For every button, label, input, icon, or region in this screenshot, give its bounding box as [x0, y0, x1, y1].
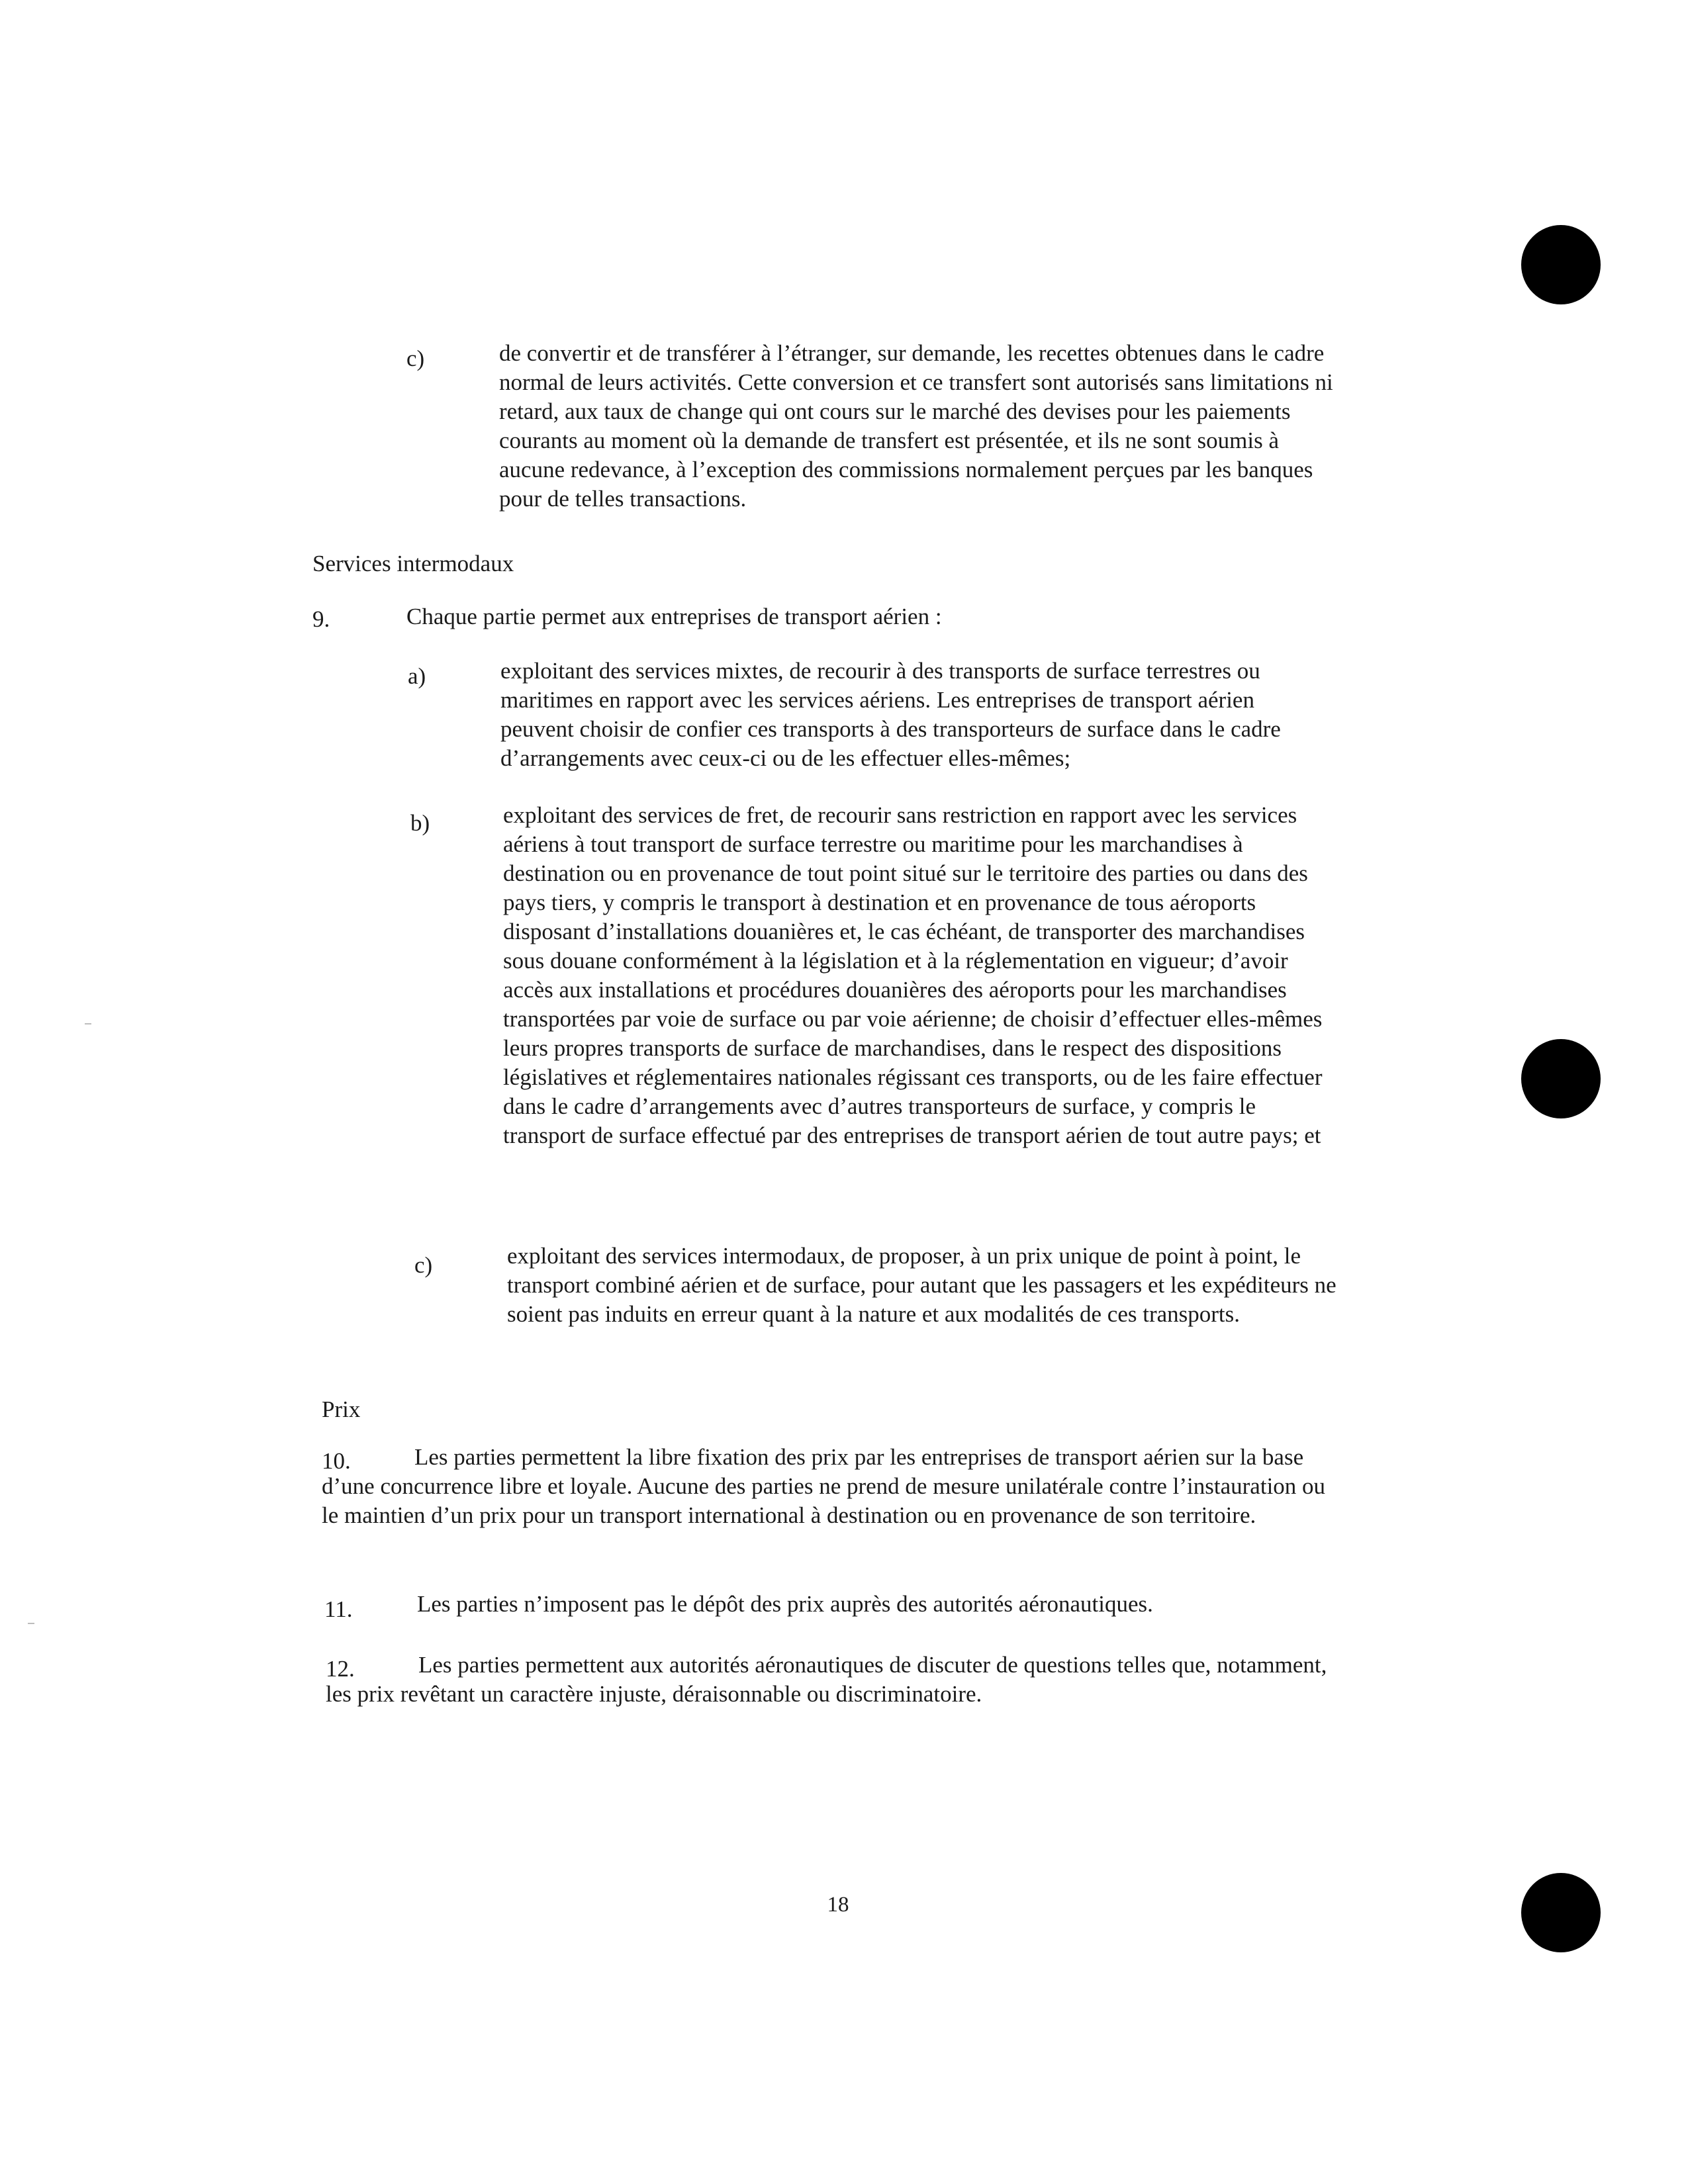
paragraph-11-text: Les parties n’imposent pas le dépôt des prix auprès des autorités aéronautiques. — [417, 1591, 1153, 1617]
paragraph-number: 9. — [312, 606, 330, 632]
punch-hole-middle — [1521, 1039, 1601, 1118]
paragraph-12-text: Les parties permettent aux autorités aéronautiques de discuter de questions telles que, notamment, les prix revêtant un caractère injuste, déraisonnable ou discriminatoire. — [326, 1652, 1327, 1707]
page-number: 18 — [827, 1893, 849, 1917]
section-heading-prix: Prix — [322, 1396, 361, 1422]
scan-speck — [28, 1623, 34, 1624]
item-a-text: exploitant des services mixtes, de recourir à des transports de surface terrestres ou maritimes en rapport avec les services aériens. Les entreprises de transport aérien peuvent choisir de confier ces transports à des transporteurs de surface dans le cadre d’arrangements avec ceux-ci ou de les effectuer elles-mêmes; — [500, 658, 1281, 771]
paragraph-10-text: Les parties permettent la libre fixation des prix par les entreprises de transport aérien sur la base d’une concurrence libre et loyale. Aucune des parties ne prend de mesure unilatérale contre l’instauration ou le maintien d’un prix pour un transport international à destination ou en provenance de son territoire. — [322, 1444, 1326, 1528]
item-c-intermodal-text: exploitant des services intermodaux, de proposer, à un prix unique de point à point, le transport combiné aérien et de surface, pour autant que les passagers et les expéditeurs ne soient pas induits en erreur quant à la nature et aux modalités de ces transports. — [507, 1243, 1336, 1327]
paragraph-number: 11. — [324, 1596, 353, 1622]
item-b-text: exploitant des services de fret, de recourir sans restriction en rapport avec les services aériens à tout transport de surface terrestre ou maritime pour les marchandises à destination ou en provenance de tout point situé sur le territoire des parties ou dans des pays tiers, y compris le transport à destination et en provenance de tous aéroports disposant d’installations douanières et, le cas échéant, de transporter des marchandises sous douane conformément à la législation et à la réglementation en vigueur; d’avoir accès aux installations et procédures douanières des aéroports pour les marchandises transportées par voie de surface ou par voie aérienne; de choisir d’effectuer elles-mêmes leurs propres transports de surface de marchandises, dans le respect des dispositions législatives et réglementaires nationales régissant ces transports, ou de les faire effectuer dans le cadre d’arrangements avec d’autres transporteurs de surface, y compris le transport de surface effectué par des entreprises de transport aérien de tout autre pays; et — [503, 802, 1323, 1148]
paragraph-number: 12. — [326, 1656, 355, 1682]
item-a-label: a) — [408, 663, 426, 689]
punch-hole-top — [1521, 225, 1601, 304]
section-heading-intermodal: Services intermodaux — [312, 551, 514, 576]
paragraph-number: 10. — [322, 1448, 351, 1474]
item-c-conversion-text: de convertir et de transférer à l’étranger, sur demande, les recettes obtenues dans le cadre normal de leurs activités. Cette conversion et ce transfert sont autorisés sans limitations ni retard, aux taux de change qui ont cours sur le marché des devises pour les paiements courants au moment où la demande de transfert est présentée, et ils ne sont soumis à aucune redevance, à l’exception des commissions normalement perçues par les banques pour de telles transactions. — [499, 340, 1333, 512]
item-c-label: c) — [406, 345, 425, 371]
item-c-label: c) — [414, 1252, 433, 1278]
punch-hole-bottom — [1521, 1873, 1601, 1952]
scan-speck — [85, 1023, 91, 1024]
paragraph-9-text: Chaque partie permet aux entreprises de transport aérien : — [406, 604, 942, 629]
item-b-label: b) — [410, 810, 430, 836]
